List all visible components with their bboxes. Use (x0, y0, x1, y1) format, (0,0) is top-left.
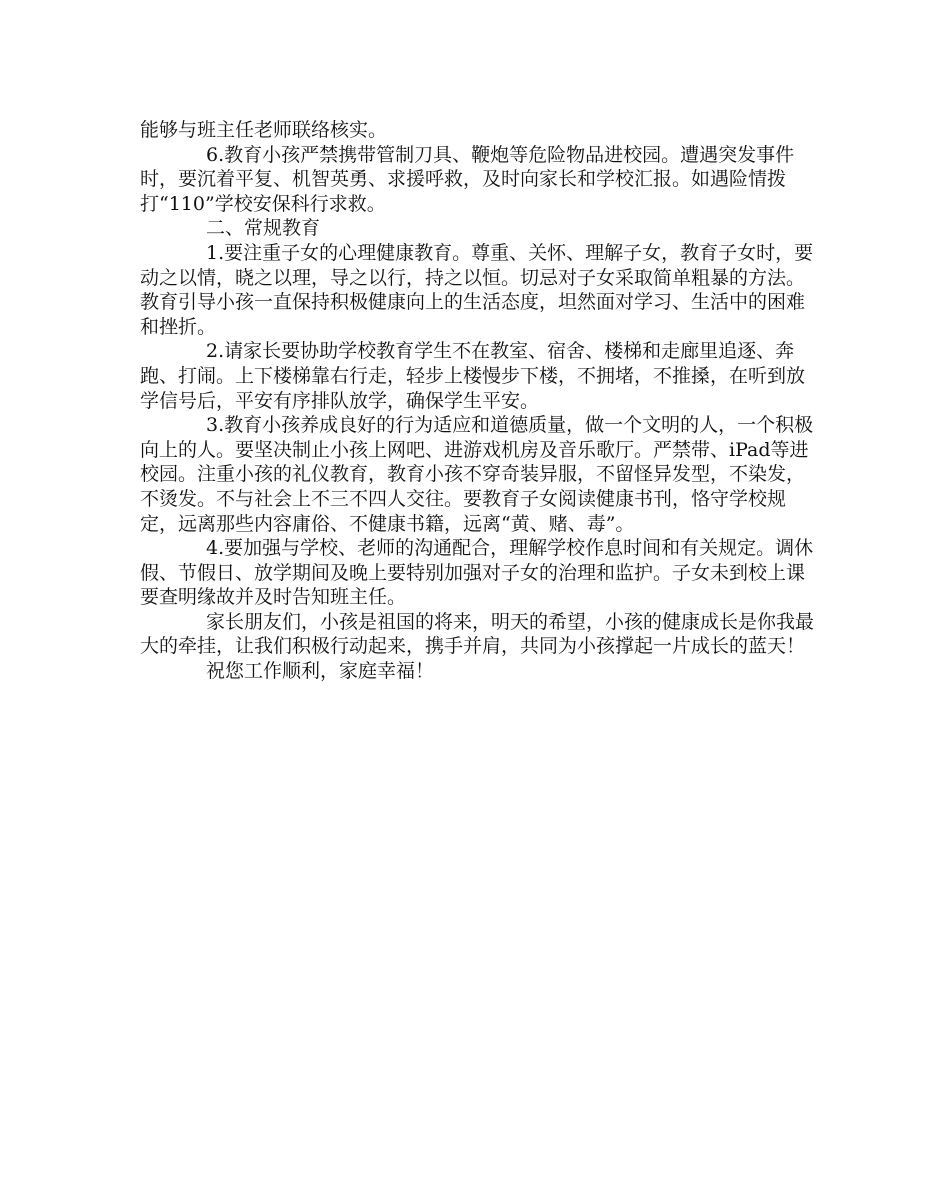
paragraph-item-6: 6.教育小孩严禁携带管制刀具、鞭炮等危险物品进校园。遭遇突发事件时，要沉着平复、机智英勇、求援呼救，及时向家长和学校汇报。如遇险情拨打“110”学校安保科行求救。 (140, 143, 795, 215)
paragraph-item-4: 4.要加强与学校、老师的沟通配合，理解学校作息时间和有关规定。调休假、节假日、放学期间及晚上要特别加强对子女的治理和监护。子女未到校上课要查明缘故并及时告知班主任。 (140, 537, 814, 609)
section-heading-routine-education: 二、常规教育 (206, 217, 321, 240)
paragraph-item-1: 1.要注重子女的心理健康教育。尊重、关怀、理解子女，教育子女时，要动之以情，晓之以理，导之以行，持之以恒。切忌对子女采取简单粗暴的方法。教育引导小孩一直保持积极健康向上的生活态度，坦然面对学习、生活中的困难和挫折。 (140, 241, 814, 338)
paragraph-item-3: 3.教育小孩养成良好的行为适应和道德质量，做一个文明的人，一个积极向上的人。要坚决制止小孩上网吧、进游戏机房及音乐歌厅。严禁带、iPad等进校园。注重小孩的礼仪教育，教育小孩不穿奇装异服，不留怪异发型，不染发，不烫发。不与社会上不三不四人交往。要教育子女阅读健康书刊，恪守学校规定，远离那些内容庸俗、不健康书籍，远离“黄、赌、毒”。 (140, 414, 814, 535)
paragraph-continuation: 能够与班主任老师联络核实。 (140, 119, 388, 141)
paragraph-wishes: 祝您工作顺利，家庭幸福！ (206, 660, 435, 683)
document-page (140, 118, 820, 684)
paragraph-item-2: 2.请家长要协助学校教育学生不在教室、宿舍、楼梯和走廊里追逐、奔跑、打闹。上下楼梯靠右行走，轻步上楼慢步下楼，不拥堵，不推搡，在听到放学信号后，平安有序排队放学，确保学生平安。 (140, 340, 806, 412)
paragraph-closing: 家长朋友们，小孩是祖国的将来，明天的希望，小孩的健康成长是你我最大的牵挂，让我们积极行动起来，携手并肩，共同为小孩撑起一片成长的蓝天！ (140, 610, 815, 658)
